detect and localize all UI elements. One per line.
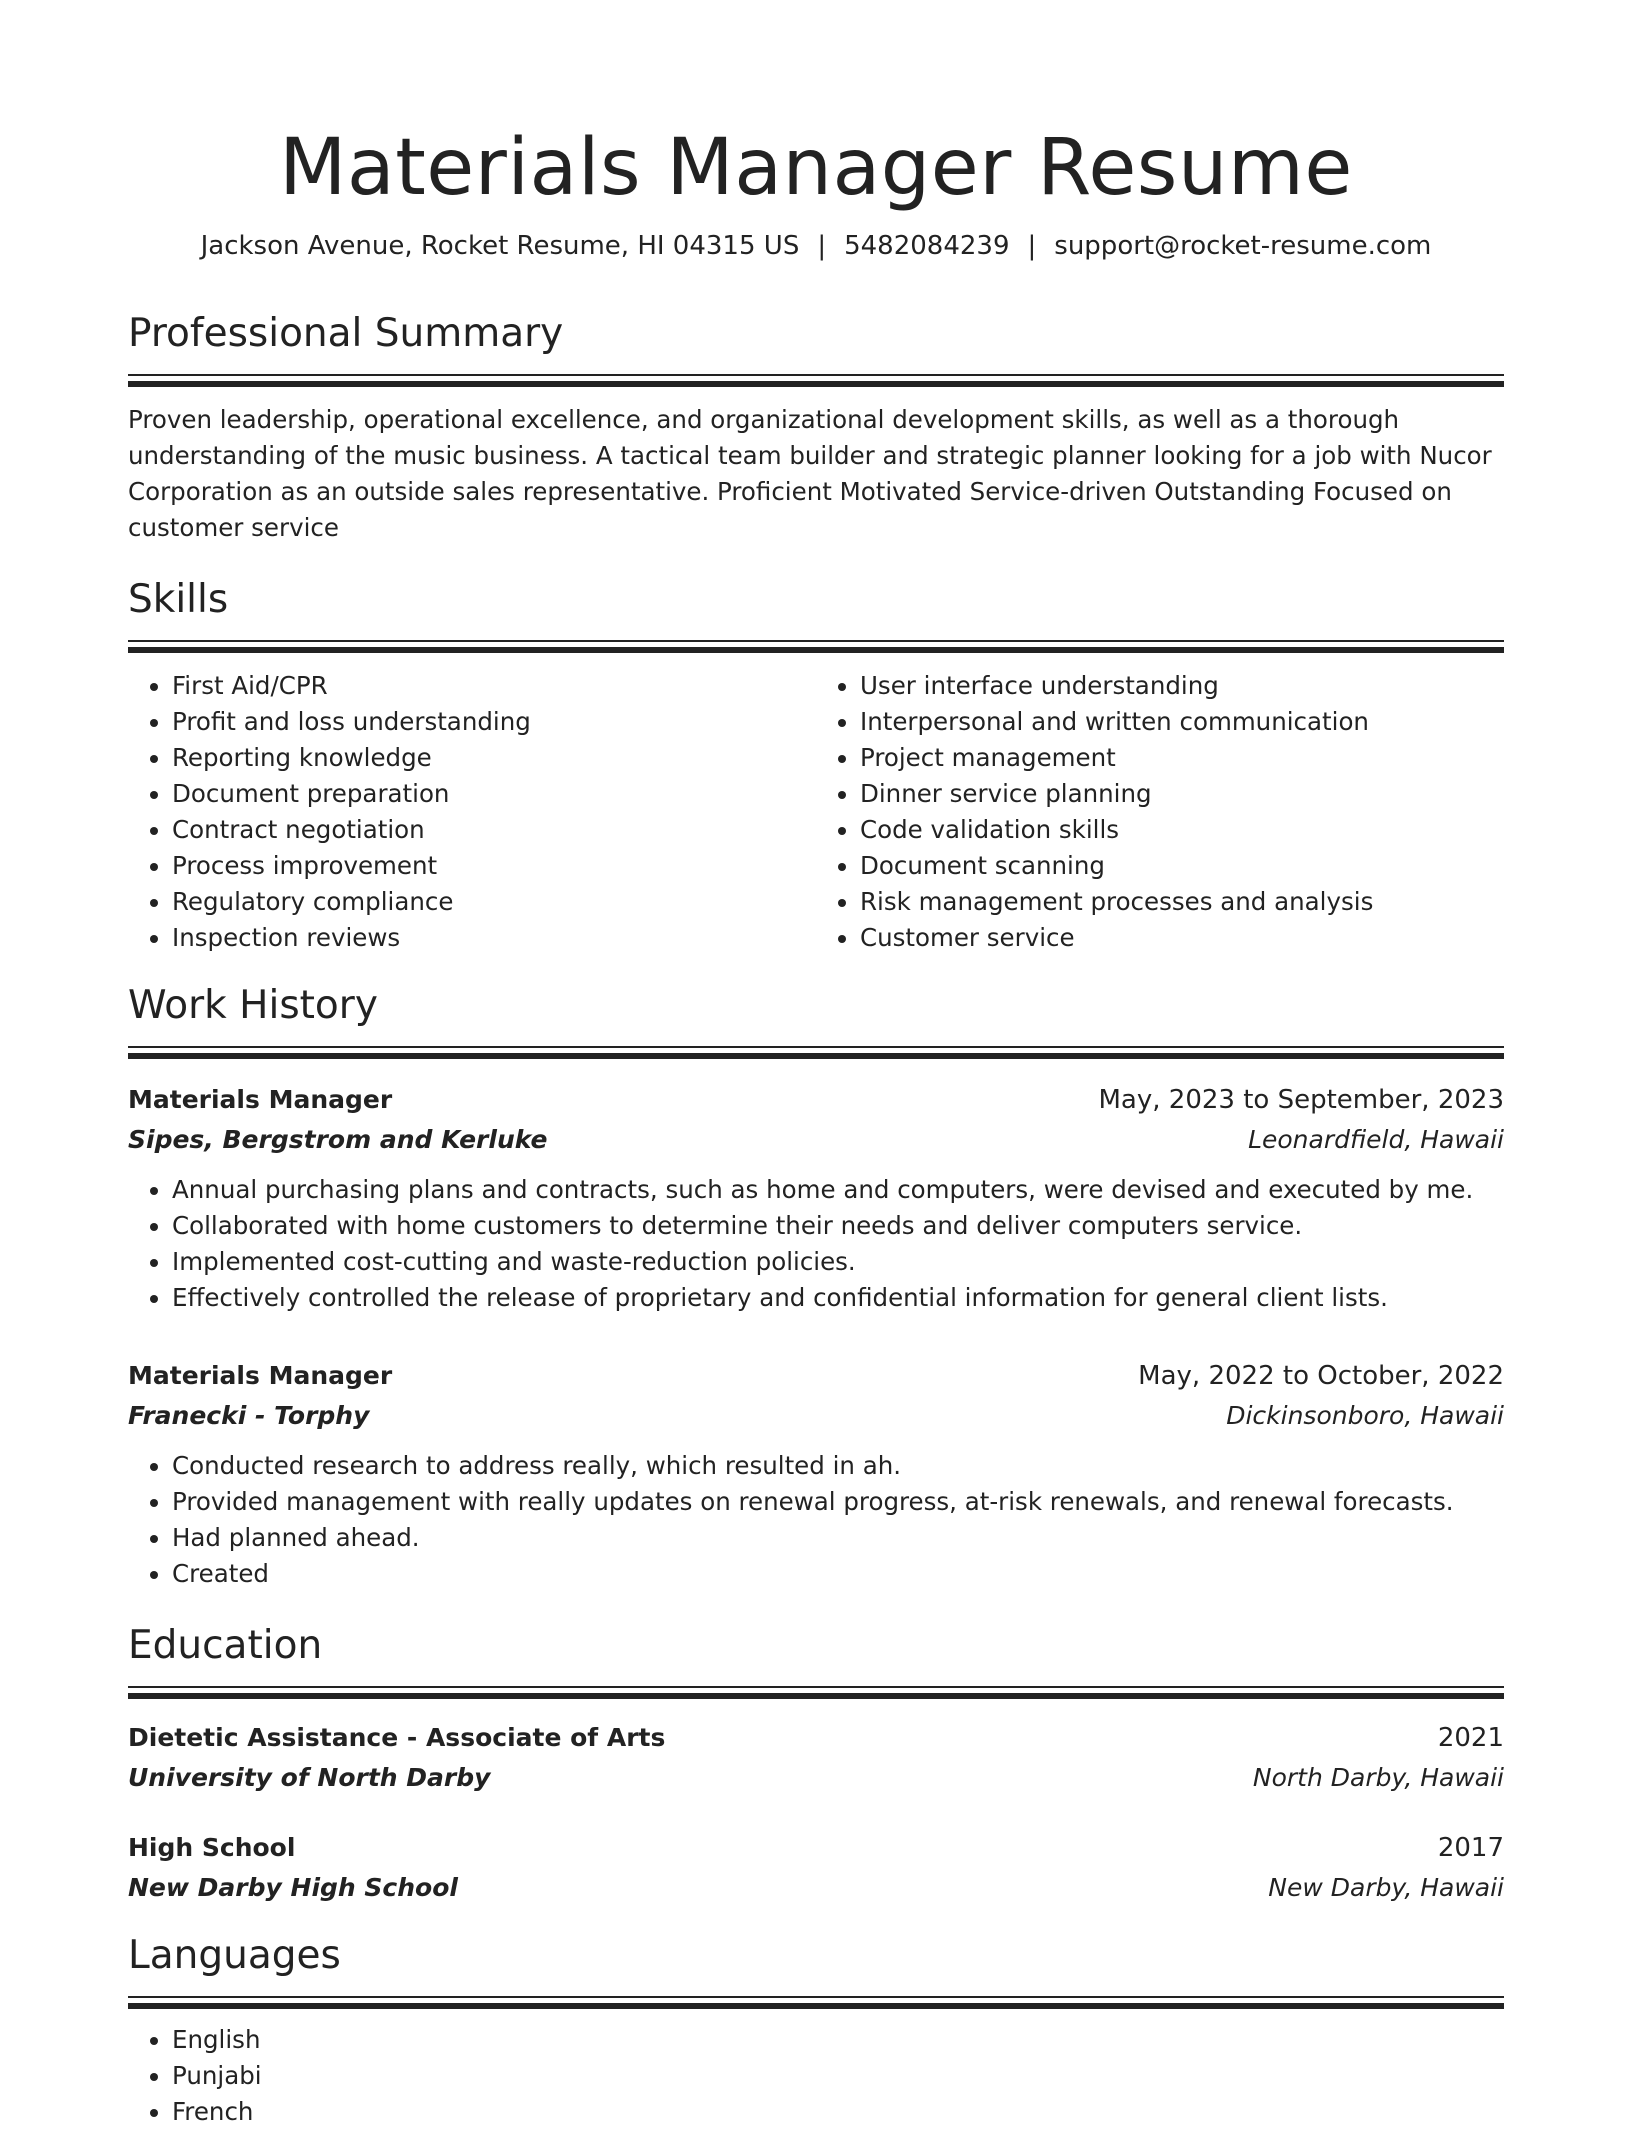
skill-item: • Profit and loss understanding: [172, 704, 816, 740]
skill-item: • Regulatory compliance: [172, 884, 816, 920]
education-year: 2017: [1437, 1833, 1504, 1863]
job-duties: [128, 1172, 1504, 1316]
education-school: New Darby High School: [128, 1873, 458, 1902]
education-location: North Darby, Hawaii: [1252, 1763, 1504, 1792]
job-location: Leonardfield, Hawaii: [1248, 1125, 1504, 1154]
summary-section: [128, 308, 1504, 546]
skills-section: [128, 574, 1504, 956]
skill-item: • Document preparation: [172, 776, 816, 812]
languages-heading: Languages: [128, 1933, 341, 1978]
skills-column-left: [128, 668, 816, 956]
skills-heading: Skills: [128, 577, 229, 622]
education-degree: High School: [128, 1833, 296, 1862]
job-entry: [128, 1080, 1504, 1316]
job-location: Dickinsonboro, Hawaii: [1226, 1401, 1504, 1430]
summary-text: Proven leadership, operational excellence, and organizational development skills, as well as a thorough understanding of the music business. A tactical team builder and strategic planner looking for a job with Nucor Corporation as an outside sales representative. Proficient Motivated Service-driven Outstanding Focused on customer service: [128, 405, 1492, 542]
contact-phone: 5482084239: [844, 231, 1010, 261]
skills-columns: [128, 668, 1504, 956]
section-divider: [128, 1996, 1504, 2010]
job-duty: • Effectively controlled the release of proprietary and confidential information for general client lists.: [172, 1280, 1504, 1316]
education-entry: [128, 1718, 1504, 1798]
job-dates: May, 2022 to October, 2022: [1138, 1361, 1504, 1391]
skill-item: • Reporting knowledge: [172, 740, 816, 776]
job-duties: [128, 1448, 1504, 1592]
education-school: University of North Darby: [128, 1763, 491, 1792]
resume-title: Materials Manager Resume: [279, 123, 1353, 213]
education-degree: Dietetic Assistance - Associate of Arts: [128, 1723, 666, 1752]
education-year: 2021: [1437, 1723, 1504, 1753]
work-history-section: [128, 980, 1504, 1592]
skills-list-left: [128, 668, 816, 956]
job-company-row: [128, 1120, 1504, 1160]
languages-list: [128, 2022, 1504, 2130]
education-header-row: [128, 1718, 1504, 1758]
education-heading: Education: [128, 1623, 323, 1668]
job-duty: • Implemented cost-cutting and waste-reduction policies.: [172, 1244, 1504, 1280]
skill-item: • User interface understanding: [860, 668, 1504, 704]
job-duty: • Annual purchasing plans and contracts, such as home and computers, were devised and executed by me.: [172, 1172, 1504, 1208]
education-header-row: [128, 1828, 1504, 1868]
contact-separator: |: [1027, 231, 1037, 261]
section-divider: [128, 374, 1504, 388]
work-history-heading: Work History: [128, 983, 378, 1028]
job-duty: • Collaborated with home customers to determine their needs and deliver computers service.: [172, 1208, 1504, 1244]
job-company: Sipes, Bergstrom and Kerluke: [128, 1125, 548, 1154]
job-duty: • Provided management with really updates on renewal progress, at-risk renewals, and renewal forecasts.: [172, 1484, 1504, 1520]
skill-item: • Contract negotiation: [172, 812, 816, 848]
skill-item: • Process improvement: [172, 848, 816, 884]
skill-item: • Interpersonal and written communication: [860, 704, 1504, 740]
contact-email: support@rocket-resume.com: [1054, 231, 1432, 261]
skill-item: • Project management: [860, 740, 1504, 776]
education-section: [128, 1620, 1504, 1908]
skill-item: • Risk management processes and analysis: [860, 884, 1504, 920]
job-duty: • Had planned ahead.: [172, 1520, 1504, 1556]
skills-column-right: [816, 668, 1504, 956]
job-duty: • Conducted research to address really, which resulted in ah.: [172, 1448, 1504, 1484]
job-header-row: [128, 1080, 1504, 1120]
job-duty: • Created: [172, 1556, 1504, 1592]
job-title: Materials Manager: [128, 1361, 393, 1390]
job-company: Franecki - Torphy: [128, 1401, 370, 1430]
skill-item: • Dinner service planning: [860, 776, 1504, 812]
section-divider: [128, 1686, 1504, 1700]
job-header-row: [128, 1356, 1504, 1396]
contact-line: [128, 228, 1504, 264]
skill-item: • Document scanning: [860, 848, 1504, 884]
education-entry: [128, 1828, 1504, 1908]
languages-section: [128, 1930, 1504, 2130]
contact-separator: |: [817, 231, 827, 261]
contact-address: Jackson Avenue, Rocket Resume, HI 04315 US: [200, 231, 800, 261]
education-location: New Darby, Hawaii: [1268, 1873, 1504, 1902]
skills-list-right: [816, 668, 1504, 956]
job-company-row: [128, 1396, 1504, 1436]
job-title: Materials Manager: [128, 1085, 393, 1114]
skill-item: • Customer service: [860, 920, 1504, 956]
job-dates: May, 2023 to September, 2023: [1098, 1085, 1504, 1115]
summary-heading: Professional Summary: [128, 311, 564, 356]
language-item: • Punjabi: [172, 2058, 1504, 2094]
language-item: • French: [172, 2094, 1504, 2130]
education-school-row: [128, 1758, 1504, 1798]
section-divider: [128, 1046, 1504, 1060]
section-divider: [128, 640, 1504, 654]
skill-item: • First Aid/CPR: [172, 668, 816, 704]
skill-item: • Code validation skills: [860, 812, 1504, 848]
job-entry: [128, 1356, 1504, 1592]
language-item: • English: [172, 2022, 1504, 2058]
skill-item: • Inspection reviews: [172, 920, 816, 956]
education-school-row: [128, 1868, 1504, 1908]
